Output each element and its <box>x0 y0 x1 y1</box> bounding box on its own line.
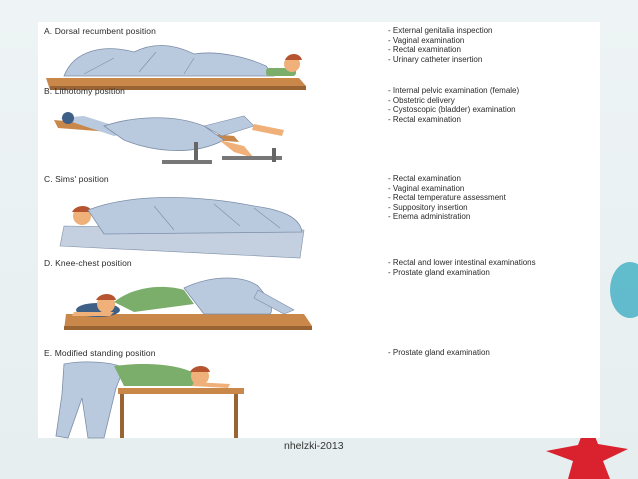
use-item: - External genitalia inspection <box>388 26 493 36</box>
lithotomy-illustration <box>44 96 314 176</box>
position-title: E. Modified standing position <box>44 348 156 358</box>
position-uses-list <box>388 26 493 64</box>
content-panel <box>38 22 600 438</box>
position-title: A. Dorsal recumbent position <box>44 26 156 36</box>
footer-credit: nhelzki-2013 <box>284 440 344 452</box>
use-item: - Prostate gland examination <box>388 348 490 358</box>
use-item: - Vaginal examination <box>388 36 493 46</box>
position-uses-list <box>388 174 506 222</box>
use-item: - Rectal temperature assessment <box>388 193 506 203</box>
use-item: - Rectal examination <box>388 45 493 55</box>
use-item: - Vaginal examination <box>388 184 506 194</box>
position-uses-list <box>388 86 519 124</box>
use-item: - Prostate gland examination <box>388 268 536 278</box>
knee-chest-illustration <box>44 270 314 350</box>
position-title: B. Lithotomy position <box>44 86 126 96</box>
position-uses-list <box>388 258 536 277</box>
sims-position-illustration <box>44 186 314 266</box>
use-item: - Rectal examination <box>388 174 506 184</box>
modified-standing-illustration <box>44 358 314 440</box>
use-item: - Rectal examination <box>388 115 519 125</box>
position-title: C. Sims' position <box>44 174 109 184</box>
use-item: - Enema administration <box>388 212 506 222</box>
use-item: - Suppository insertion <box>388 203 506 213</box>
position-uses-list <box>388 348 490 358</box>
position-title: D. Knee-chest position <box>44 258 132 268</box>
use-item: - Urinary catheter insertion <box>388 55 493 65</box>
use-item: - Rectal and lower intestinal examinations <box>388 258 536 268</box>
use-item: - Cystoscopic (bladder) examination <box>388 105 519 115</box>
use-item: - Obstetric delivery <box>388 96 519 106</box>
use-item: - Internal pelvic examination (female) <box>388 86 519 96</box>
